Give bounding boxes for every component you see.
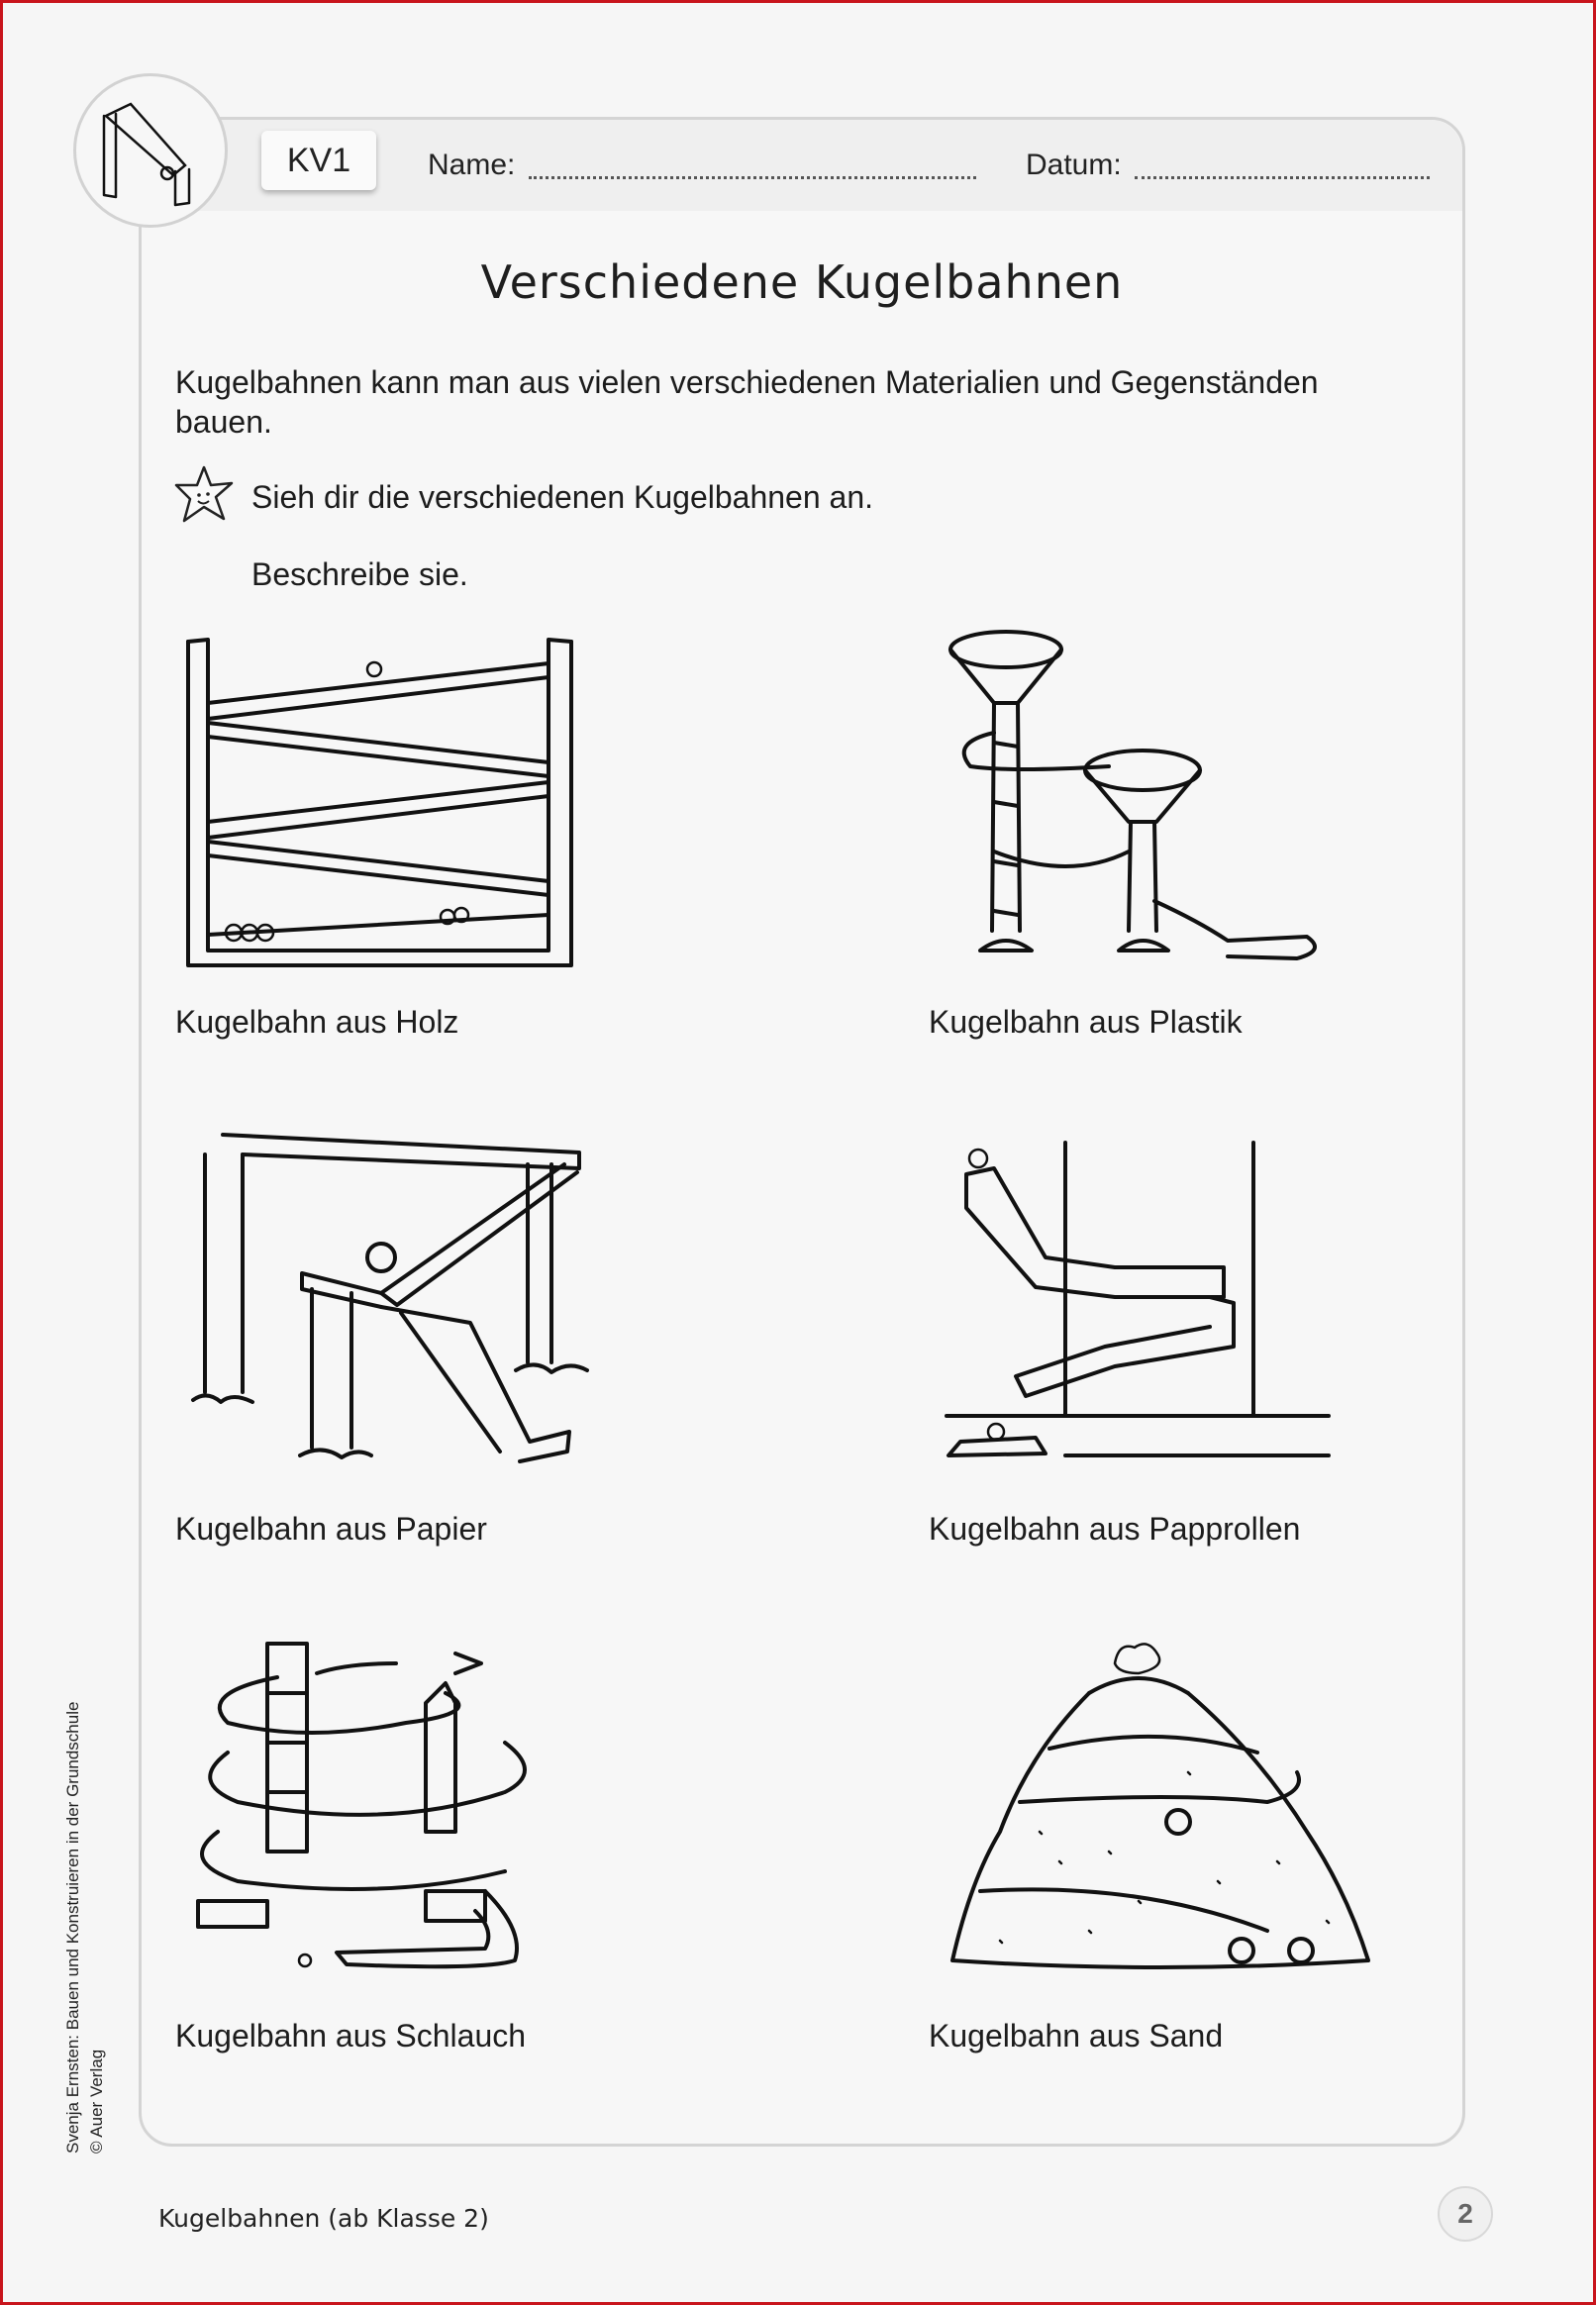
kv-badge: KV1 (261, 131, 376, 190)
caption-papprollen: Kugelbahn aus Papprollen (929, 1511, 1301, 1547)
name-label: Name: (428, 149, 516, 181)
task-2: Beschreibe sie. (251, 556, 468, 592)
side-credit (61, 1702, 109, 2154)
page-title: Verschiedene Kugelbahnen (480, 255, 1124, 309)
date-label: Datum: (1026, 149, 1122, 181)
caption-papier: Kugelbahn aus Papier (175, 1511, 487, 1547)
page-number: 2 (1438, 2186, 1493, 2242)
name-field[interactable] (529, 176, 976, 179)
caption-schlauch: Kugelbahn aus Schlauch (175, 2018, 527, 2054)
credit-line-1: Svenja Ernsten: Bauen und Konstruieren in der Grundschule (63, 1701, 82, 2154)
date-field[interactable] (1135, 176, 1430, 179)
caption-plastik: Kugelbahn aus Plastik (929, 1004, 1243, 1040)
hose-marble-run-drawing (188, 1634, 545, 1980)
plastic-marble-run-drawing (931, 624, 1327, 970)
intro-text: Kugelbahnen kann man aus vielen verschiedenen Materialien und Gegenständen bauen. (175, 364, 1319, 440)
sand-marble-run-drawing (941, 1634, 1376, 1980)
task-1: Sieh dir die verschiedenen Kugelbahnen an. (251, 479, 874, 515)
credit-line-2: © Auer Verlag (87, 2049, 106, 2154)
star-icon (172, 463, 236, 527)
cardboard-tube-marble-run-drawing (937, 1129, 1333, 1475)
caption-sand: Kugelbahn aus Sand (929, 2018, 1224, 2054)
caption-holz: Kugelbahn aus Holz (175, 1004, 459, 1040)
emblem-logo (73, 73, 228, 228)
footer-book-title: Kugelbahnen (ab Klasse 2) (158, 2204, 489, 2233)
paper-marble-run-drawing (183, 1125, 599, 1471)
wooden-marble-run-drawing (180, 634, 596, 970)
